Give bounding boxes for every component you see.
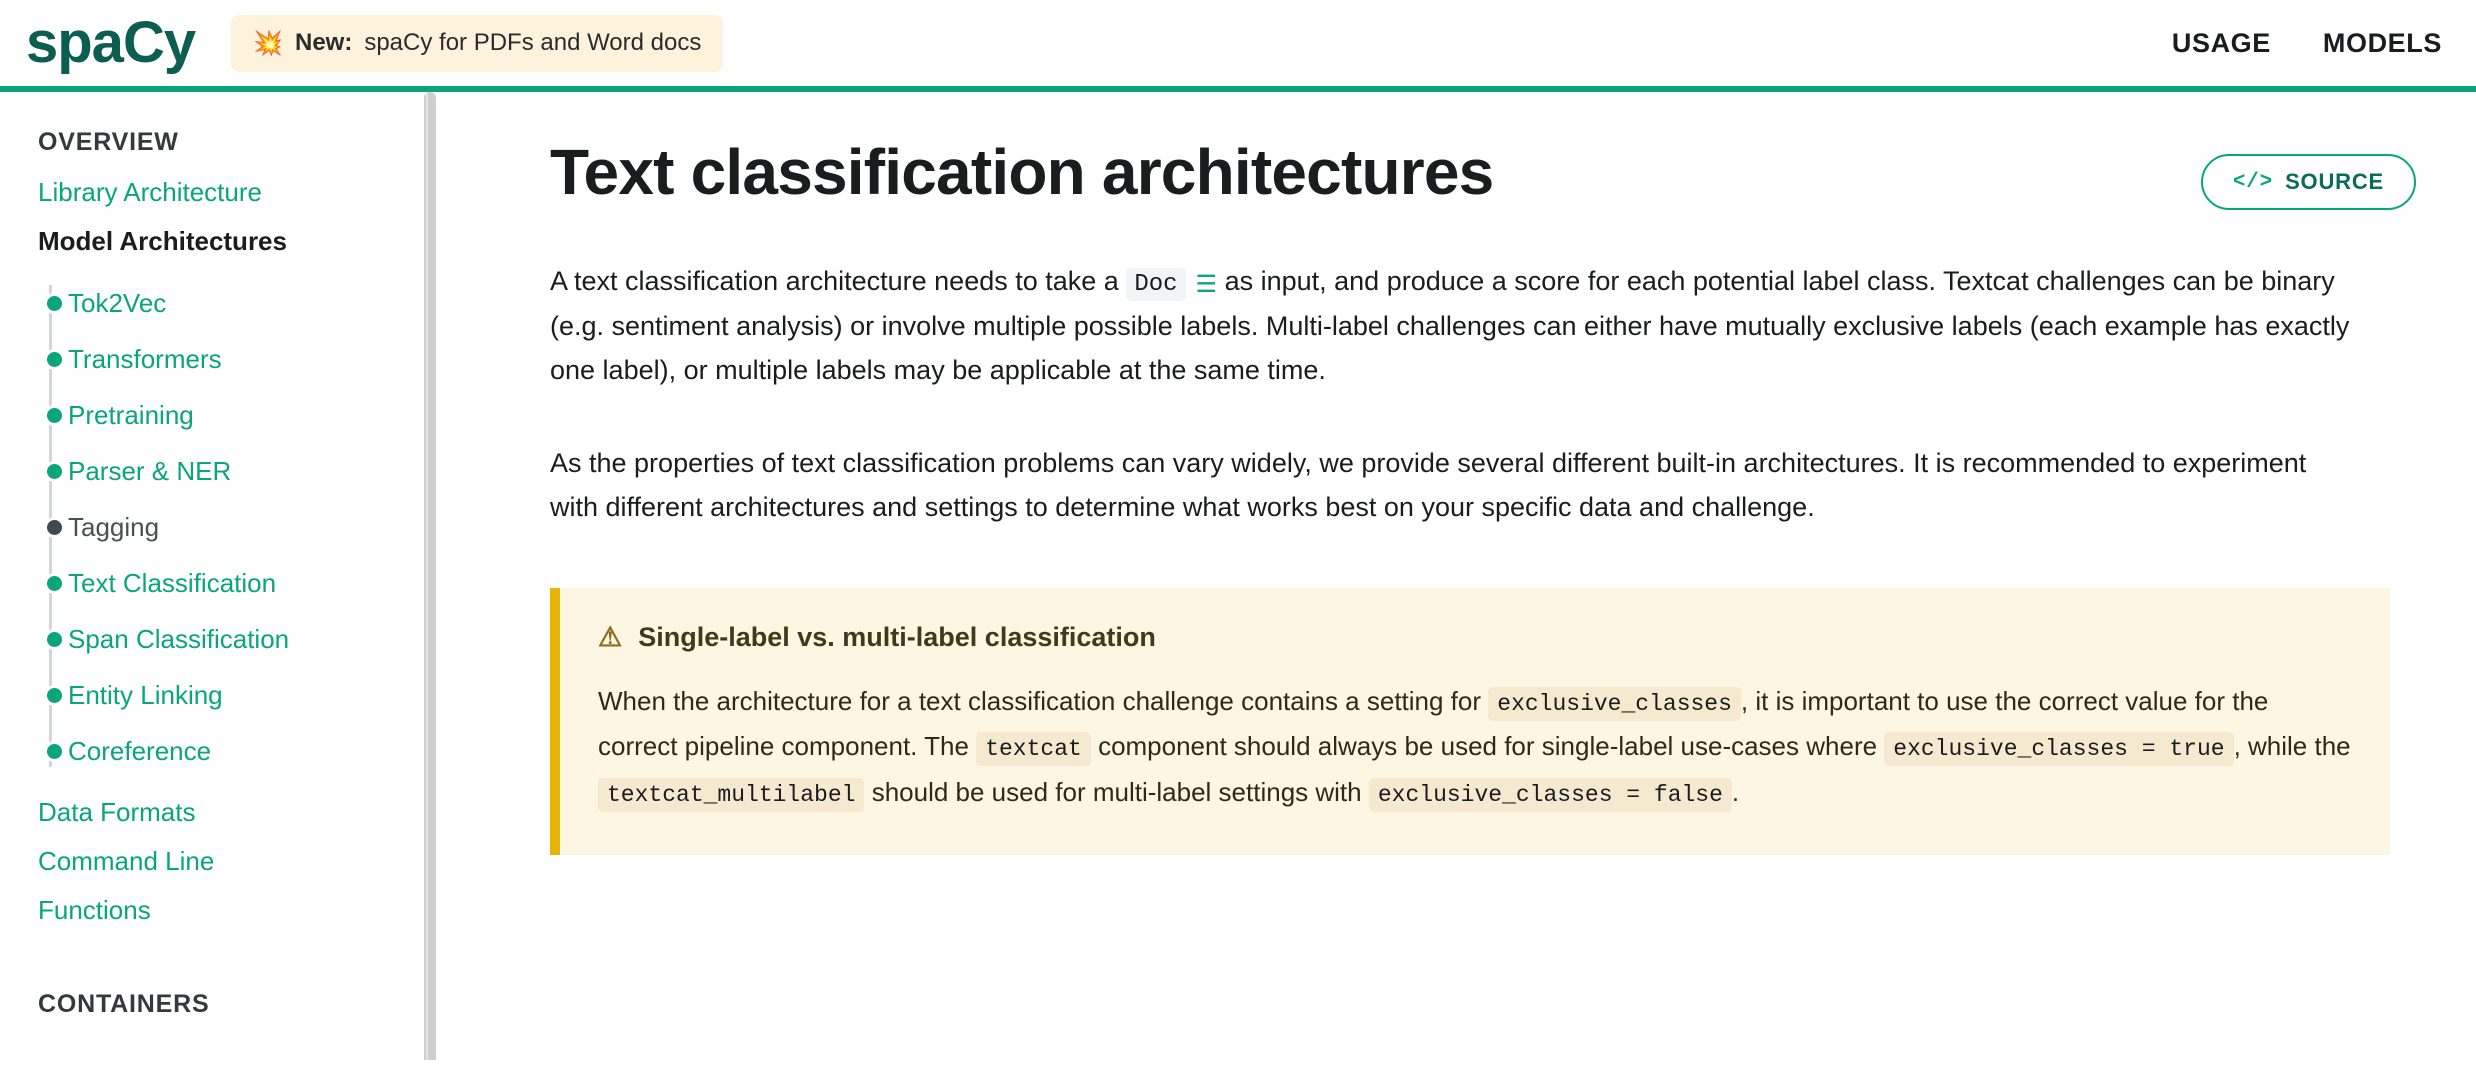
bullet-icon bbox=[44, 293, 65, 314]
warning-icon: ⚠ bbox=[598, 621, 623, 652]
sparkle-icon: 💥 bbox=[253, 29, 283, 57]
inline-code-textcat: textcat bbox=[976, 732, 1091, 766]
infobox-text: . bbox=[1731, 776, 1740, 807]
sidebar-item-transformers[interactable] bbox=[68, 331, 440, 387]
bullet-icon bbox=[44, 349, 65, 370]
bullet-icon bbox=[44, 517, 65, 538]
sidebar-item-parser-ner[interactable] bbox=[68, 443, 440, 499]
sidebar-section-overview: OVERVIEW bbox=[38, 128, 179, 156]
main-nav bbox=[2172, 28, 2442, 59]
sidebar-item-label: Text Classification bbox=[68, 567, 277, 598]
announcement-label: New: bbox=[294, 29, 353, 56]
page-title: Text classification architectures bbox=[550, 136, 1494, 208]
sidebar-item-tagging[interactable] bbox=[68, 499, 440, 555]
nav-item-models[interactable]: MODELS bbox=[2322, 27, 2442, 58]
bullet-icon bbox=[44, 741, 65, 762]
infobox-body bbox=[598, 679, 2352, 816]
source-button-label: SOURCE bbox=[2285, 169, 2384, 194]
sidebar-item-label: Tok2Vec bbox=[68, 287, 167, 318]
intro-paragraph bbox=[550, 260, 2350, 392]
sidebar-item-functions[interactable]: Functions bbox=[38, 895, 151, 925]
inline-code-exclusive-classes-false: exclusive_classes = false bbox=[1369, 778, 1732, 812]
bullet-icon bbox=[44, 461, 65, 482]
sidebar-item-data-formats[interactable]: Data Formats bbox=[38, 797, 196, 827]
sidebar-item-tok2vec[interactable] bbox=[68, 275, 440, 331]
paragraph-text: A text classification architecture needs to take a bbox=[550, 266, 1119, 296]
infobox-title: Single-label vs. multi-label classification bbox=[638, 621, 1156, 652]
code-icon: </> bbox=[2232, 170, 2274, 194]
sidebar-item-model-architectures[interactable]: Model Architectures bbox=[38, 226, 287, 256]
sidebar-item-coreference[interactable] bbox=[68, 723, 440, 779]
inline-code-doc: Doc bbox=[1126, 268, 1185, 301]
title-row bbox=[550, 136, 2416, 210]
bullet-icon bbox=[44, 629, 65, 650]
page-layout bbox=[0, 92, 2476, 1060]
inline-code-exclusive-classes: exclusive_classes bbox=[1488, 687, 1741, 721]
sidebar-item-entity-linking[interactable] bbox=[68, 667, 440, 723]
sidebar-spacer bbox=[38, 944, 440, 990]
inline-code-textcat-multilabel: textcat_multilabel bbox=[598, 778, 864, 812]
infobox-title-row bbox=[598, 622, 2352, 653]
sidebar bbox=[0, 92, 440, 1060]
bullet-icon bbox=[44, 405, 65, 426]
infobox-text: component should always be used for single-label use-cases where bbox=[1098, 731, 1878, 762]
sidebar-item-label: Pretraining bbox=[68, 399, 194, 430]
sidebar-subtree-model-architectures bbox=[38, 275, 440, 779]
infobox-text: When the architecture for a text classification challenge contains a setting for bbox=[598, 685, 1482, 716]
sidebar-item-label: Tagging bbox=[68, 511, 160, 542]
doc-reference-icon[interactable]: ☰ bbox=[1195, 271, 1218, 298]
sidebar-item-text-classification[interactable] bbox=[68, 555, 440, 611]
inline-code-exclusive-classes-true: exclusive_classes = true bbox=[1884, 732, 2233, 766]
sidebar-item-label: Span Classification bbox=[68, 623, 290, 654]
sidebar-section-containers: CONTAINERS bbox=[38, 990, 210, 1018]
sidebar-item-label: Entity Linking bbox=[68, 679, 223, 710]
bullet-icon bbox=[44, 685, 65, 706]
announcement-text: spaCy for PDFs and Word docs bbox=[364, 29, 702, 56]
site-header bbox=[0, 0, 2476, 92]
infobox-text: should be used for multi-label settings with bbox=[871, 776, 1362, 807]
sidebar-item-label: Parser & NER bbox=[68, 455, 232, 486]
main-content bbox=[440, 92, 2476, 1060]
sidebar-item-command-line[interactable]: Command Line bbox=[38, 846, 215, 876]
infobox-text: , it is important to use the correct value for the correct pipeline component. The bbox=[598, 685, 2269, 762]
nav-item-usage[interactable]: USAGE bbox=[2171, 27, 2271, 58]
sidebar-item-pretraining[interactable] bbox=[68, 387, 440, 443]
source-button[interactable] bbox=[2201, 154, 2416, 210]
sidebar-item-label: Coreference bbox=[68, 735, 212, 766]
sidebar-item-label: Transformers bbox=[68, 343, 222, 374]
infobox-text: , while the bbox=[2233, 731, 2351, 762]
bullet-icon bbox=[44, 573, 65, 594]
infobox-single-vs-multi-label bbox=[550, 588, 2390, 856]
second-paragraph: As the properties of text classification problems can vary widely, we provide several different built-in architectures. It is recommended to experiment with different architectures and settings to determine what works best on your specific data and challenge. bbox=[550, 448, 2307, 523]
paragraph-text: as input, and produce a score for each potential label class. Textcat challenges can be binary (e.g. sentiment analysis) or involve multiple possible labels. Multi-label challenges can either have mutually exclusive labels (each example has exactly one label), or multiple labels may be applicable at the same time. bbox=[550, 266, 2350, 385]
site-logo[interactable]: spaCy bbox=[26, 10, 196, 75]
sidebar-item-span-classification[interactable] bbox=[68, 611, 440, 667]
sidebar-item-library-architecture[interactable]: Library Architecture bbox=[38, 177, 262, 207]
announcement-banner[interactable] bbox=[231, 15, 723, 72]
